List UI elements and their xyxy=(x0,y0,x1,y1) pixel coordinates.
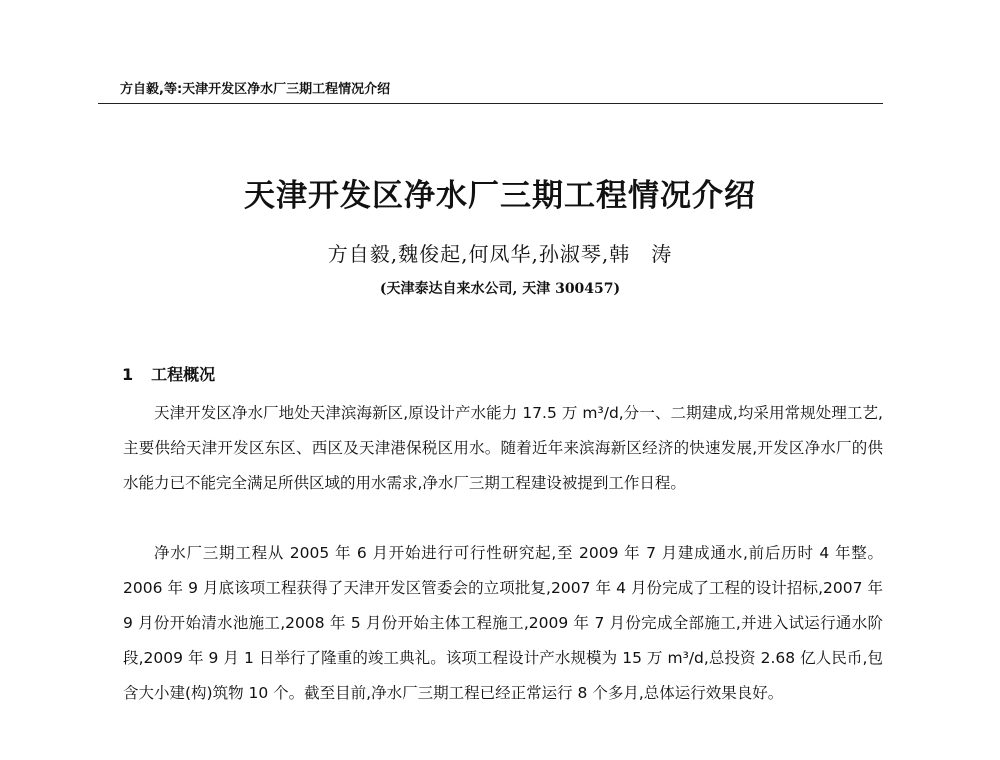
section-number: 1 xyxy=(122,365,134,384)
paragraph: 天津开发区净水厂地处天津滨海新区,原设计产水能力 17.5 万 m³/d,分一、二期建成,均采用常规处理工艺,主要供给天津开发区东区、西区及天津港保税区用水。随着近年来滨海新区经济的快速发展,开发区净水厂的供水能力已不能完全满足所供区域的用水需求,净水厂三期工程建设被提到工作日程。 xyxy=(123,404,883,492)
section-heading xyxy=(122,362,215,385)
authors: 方自毅,魏俊起,何凤华,孙淑琴,韩 涛 xyxy=(327,242,673,266)
section-title: 工程概况 xyxy=(151,365,216,384)
paper-title: 天津开发区净水厂三期工程情况介绍 xyxy=(244,178,756,214)
header-rule xyxy=(98,103,883,104)
affiliation: (天津泰达自来水公司, 天津 300457) xyxy=(379,281,621,297)
running-header: 方自毅,等:天津开发区净水厂三期工程情况介绍 xyxy=(120,82,391,97)
paragraph: 净水厂三期工程从 2005 年 6 月开始进行可行性研究起,至 2009 年 7 月建成通水,前后历时 4 年整。2006 年 9 月底该项工程获得了天津开发区管委会的立项批复,2007 年 4 月份完成了工程的设计招标,2007 年 9 月份开始清水池施工,2008 年 5 月份开始主体工程施工,2009 年 7 月份完成全部施工,并进入试运行通水阶段,2009 年 9 月 1 日举行了隆重的竣工典礼。该项工程设计产水规模为 15 万 m³/d,总投资 2.68 亿人民币,包含大小建(构)筑物 10 个。截至目前,净水厂三期工程已经正常运行 8 个多月,总体运行效果良好。 xyxy=(123,544,883,702)
